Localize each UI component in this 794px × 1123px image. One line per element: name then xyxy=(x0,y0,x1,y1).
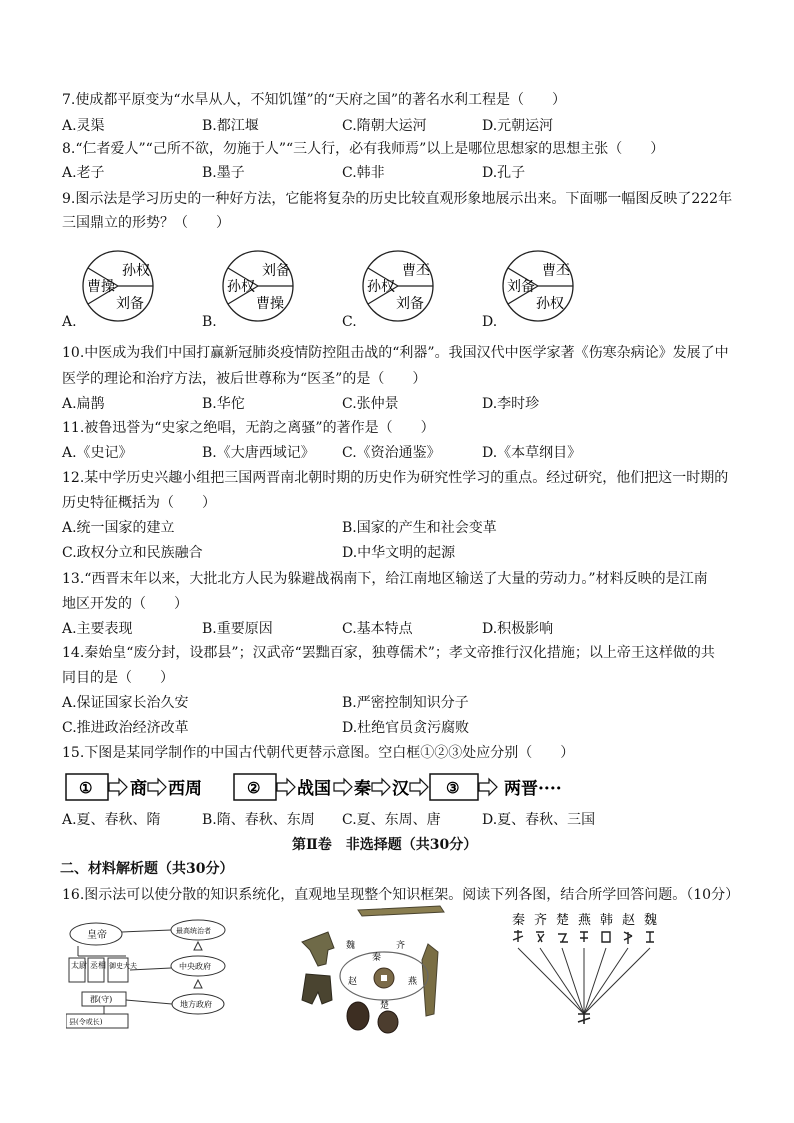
q11-option-d: D.《本草纲目》 xyxy=(482,445,582,461)
q15-option-b: B.隋、春秋、东周 xyxy=(202,812,315,828)
q15-option-c: C.夏、东周、唐 xyxy=(342,812,441,828)
fig2-chu: 楚 xyxy=(380,1001,390,1011)
fig1-yushi: 御史大夫 xyxy=(109,962,137,970)
q9-c-top: 曹丕 xyxy=(402,263,430,279)
q9-option-b: B. xyxy=(202,314,217,330)
q14-option-a: A.保证国家长治久安 xyxy=(62,695,189,711)
fig1-emperor: 皇帝 xyxy=(87,930,107,941)
q12-option-d: D.中华文明的起源 xyxy=(342,545,456,561)
q13-option-a: A.主要表现 xyxy=(62,621,133,637)
flow-arrow-icon xyxy=(334,779,352,795)
fig1-jun: 郡(守) xyxy=(90,995,113,1004)
flow-arrow-icon xyxy=(148,779,166,795)
q13-option-d: D.积极影响 xyxy=(482,621,554,637)
q13-option-c: C.基本特点 xyxy=(342,621,413,637)
q9-option-c: C. xyxy=(342,314,357,330)
q10-stem-line2: 医学的理论和治疗方法，被后世尊称为“医圣”的是（ ） xyxy=(62,371,427,387)
fig2-qi: 齐 xyxy=(396,941,406,951)
fig3-wei: 魏 xyxy=(644,913,658,928)
q13-stem-line2: 地区开发的（ ） xyxy=(62,596,188,612)
small-seal-glyph-icon xyxy=(578,1012,590,1024)
q8-option-a: A.老子 xyxy=(62,165,105,181)
q15-option-a: A.夏、春秋、隋 xyxy=(62,812,161,828)
q7-option-c: C.隋朝大运河 xyxy=(342,118,427,134)
flow-arrow-icon xyxy=(372,779,390,795)
q10-option-c: C.张仲景 xyxy=(342,396,399,412)
q7-option-b: B.都江堰 xyxy=(202,118,259,134)
q13-stem-line1: 13.“西晋末年以来，大批北方人民为躲避战祸南下，给江南地区输送了大量的劳动力。”材料反映的是江南 xyxy=(62,571,708,587)
q7-stem: 7.使成都平原变为“水旱从人，不知饥馑”的“天府之国”的著名水利工程是（ ） xyxy=(62,92,566,108)
q9-b-bottom: 曹操 xyxy=(256,296,284,312)
q7-option-a: A.灵渠 xyxy=(62,118,105,134)
q11-option-a: A.《史记》 xyxy=(62,445,133,461)
fig2-qin: 秦 xyxy=(372,953,382,963)
q14-option-c: C.推进政治经济改革 xyxy=(62,720,189,736)
q9-pie-d xyxy=(503,251,573,321)
q16-fig3-script-chart xyxy=(508,908,668,1026)
ant-nose-coin-icon xyxy=(378,1011,398,1033)
q9-a-top: 孙权 xyxy=(122,263,150,279)
q11-option-c: C.《资治通鉴》 xyxy=(342,445,441,461)
q10-option-d: D.李时珍 xyxy=(482,396,540,412)
knife-coin-icon xyxy=(422,944,438,1016)
section2-heading: 二、材料解析题（共30分） xyxy=(60,861,234,877)
fig2-wei: 魏 xyxy=(346,941,356,951)
q14-stem-line2: 同目的是（ ） xyxy=(62,670,174,686)
fig3-chu: 楚 xyxy=(556,913,570,928)
q9-stem-line2: 三国鼎立的形势？（ ） xyxy=(62,215,230,231)
fig3-yan: 燕 xyxy=(578,913,592,928)
q11-option-b: B.《大唐西域记》 xyxy=(202,445,315,461)
flow-arrow-icon xyxy=(277,779,295,795)
fig1-taiwei: 太尉 xyxy=(71,961,87,970)
q16-stem: 16.图示法可以使分散的知识系统化，直观地呈现整个知识框架。阅读下列各图，结合所学回答问题。（10分） xyxy=(62,887,740,903)
q7-option-d: D.元朝运河 xyxy=(482,118,554,134)
knife-coin-icon xyxy=(358,906,444,916)
q15-stem: 15.下图是某同学制作的中国古代朝代更替示意图。空白框①②③处应分别（ ） xyxy=(62,745,575,761)
q9-c-bottom: 刘备 xyxy=(396,296,424,312)
q9-b-top: 刘备 xyxy=(262,263,290,279)
fig1-supreme: 最高统治者 xyxy=(176,927,211,935)
q12-option-c: C.政权分立和民族融合 xyxy=(62,545,203,561)
q12-option-a: A.统一国家的建立 xyxy=(62,520,175,536)
spade-coin-icon xyxy=(302,974,332,1004)
fig3-han: 韩 xyxy=(600,913,614,928)
q8-option-d: D.孔子 xyxy=(482,165,526,181)
fig2-yan: 燕 xyxy=(408,977,418,987)
q12-stem-line1: 12.某中学历史兴趣小组把三国两晋南北朝时期的历史作为研究性学习的重点。经过研究，他们把这一时期的 xyxy=(62,470,729,486)
fig3-qin: 秦 xyxy=(512,913,526,928)
q15-box1: ① xyxy=(79,779,93,797)
q9-pie-b xyxy=(223,251,293,321)
q11-stem: 11.被鲁迅誉为“史家之绝唱，无韵之离骚”的著作是（ ） xyxy=(62,420,435,436)
q9-a-bottom: 刘备 xyxy=(116,296,144,312)
q9-d-left: 刘备 xyxy=(507,279,535,295)
q9-d-top: 曹丕 xyxy=(542,263,570,279)
q14-option-b: B.严密控制知识分子 xyxy=(342,695,469,711)
part2-heading: 第Ⅱ卷 非选择题（共30分） xyxy=(292,837,478,853)
spade-coin-icon xyxy=(302,932,334,966)
q13-option-b: B.重要原因 xyxy=(202,621,273,637)
fig1-xian: 县(令或长) xyxy=(69,1018,103,1026)
q9-a-left: 曹操 xyxy=(87,279,115,295)
q15-shang: 商 xyxy=(130,779,147,799)
q10-stem-line1: 10.中医成为我们中国打赢新冠肺炎疫情防控阻击战的“利器”。我国汉代中医学家著《伤寒杂病论》发展了中 xyxy=(62,345,729,361)
q15-dynasty-flow xyxy=(62,770,582,806)
q10-option-a: A.扁鹊 xyxy=(62,396,105,412)
fig2-zhao: 赵 xyxy=(348,977,358,987)
q16-fig2-coins-image xyxy=(288,904,448,1036)
q15-box2: ② xyxy=(247,779,261,797)
q15-zhanguo: 战国 xyxy=(297,779,331,799)
q9-stem-line1: 9.图示法是学习历史的一种好方法，它能将复杂的历史比较直观形象地展示出来。下面哪一幅图反映了222年 xyxy=(62,191,733,207)
q9-pie-diagrams xyxy=(58,244,678,334)
q15-qin: 秦 xyxy=(354,779,371,799)
fig1-central: 中央政府 xyxy=(179,962,211,971)
q9-option-a: A. xyxy=(62,314,77,330)
ant-nose-coin-icon xyxy=(347,1002,369,1030)
ancient-script-glyph-icons xyxy=(513,930,654,944)
q8-option-b: B.墨子 xyxy=(202,165,245,181)
q12-option-b: B.国家的产生和社会变革 xyxy=(342,520,497,536)
q9-d-bottom: 孙权 xyxy=(536,296,564,312)
q15-option-d: D.夏、春秋、三国 xyxy=(482,812,596,828)
q9-c-left: 孙权 xyxy=(367,279,395,295)
flow-arrow-icon xyxy=(479,779,497,795)
q9-pie-c xyxy=(363,251,433,321)
q16-fig1-government-chart xyxy=(66,916,236,1034)
fig3-zhao: 赵 xyxy=(622,913,636,928)
q8-stem: 8.“仁者爱人”“己所不欲，勿施于人”“三人行，必有我师焉”以上是哪位思想家的思想主张（ ） xyxy=(62,141,665,157)
q12-stem-line2: 历史特征概括为（ ） xyxy=(62,495,216,511)
q9-pie-a xyxy=(83,251,153,321)
q15-box3: ③ xyxy=(446,779,460,797)
q9-b-left: 孙权 xyxy=(227,279,255,295)
q10-option-b: B.华佗 xyxy=(202,396,245,412)
q14-option-d: D.杜绝官员贪污腐败 xyxy=(342,720,470,736)
q14-stem-line1: 14.秦始皇“废分封，设郡县”；汉武帝“罢黜百家，独尊儒术”；孝文帝推行汉化措施；以上帝王这样做的共 xyxy=(62,645,715,661)
flow-arrow-icon xyxy=(410,779,428,795)
fig3-qi: 齐 xyxy=(534,913,548,928)
q15-liangjin: 两晋···· xyxy=(504,779,562,799)
flow-arrow-icon xyxy=(109,779,127,795)
fig1-chengxiang: 丞相 xyxy=(90,961,106,970)
q8-option-c: C.韩非 xyxy=(342,165,385,181)
q15-han: 汉 xyxy=(392,779,409,799)
q9-option-d: D. xyxy=(482,314,498,330)
fig1-local: 地方政府 xyxy=(180,1000,212,1009)
q15-xizhou: 西周 xyxy=(168,779,202,799)
